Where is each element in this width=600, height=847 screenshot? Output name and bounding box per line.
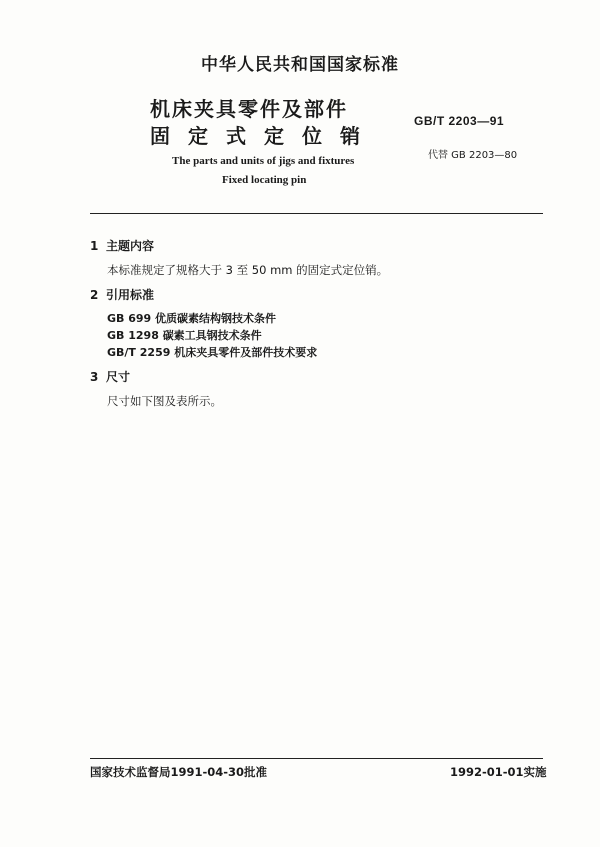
- section-number: 1: [90, 239, 99, 253]
- section-1-body: 本标准规定了规格大于 3 至 50 mm 的固定式定位销。: [107, 263, 389, 277]
- document-subtitle-cn: 固定式定位销: [150, 124, 378, 148]
- section-heading-1: [90, 237, 154, 254]
- document-subtitle-en: Fixed locating pin: [222, 174, 307, 186]
- reference-item: GB 1298 碳素工具钢技术条件: [107, 329, 262, 342]
- approval-note: 国家技术监督局1991-04-30批准: [90, 765, 268, 779]
- section-heading-3: [90, 368, 130, 385]
- document-title-en: The parts and units of jigs and fixtures: [172, 155, 355, 167]
- section-number: 2: [90, 288, 99, 302]
- document-title-cn: 机床夹具零件及部件: [150, 97, 348, 121]
- section-title: 引用标准: [106, 288, 155, 302]
- footer-divider: [90, 758, 543, 759]
- section-3-body: 尺寸如下图及表所示。: [107, 394, 222, 408]
- reference-item: GB 699 优质碳素结构钢技术条件: [107, 312, 277, 325]
- section-heading-2: [90, 286, 154, 303]
- implementation-date: 1992-01-01实施: [450, 765, 547, 779]
- section-title: 主题内容: [106, 239, 155, 253]
- replaces-note: 代替 GB 2203—80: [428, 150, 518, 161]
- section-title: 尺寸: [106, 370, 131, 384]
- section-number: 3: [90, 370, 99, 384]
- header-divider: [90, 213, 543, 214]
- national-standard-title: 中华人民共和国国家标准: [201, 55, 399, 75]
- reference-item: GB/T 2259 机床夹具零件及部件技术要求: [107, 346, 318, 359]
- standard-code: GB/T 2203—91: [414, 114, 505, 128]
